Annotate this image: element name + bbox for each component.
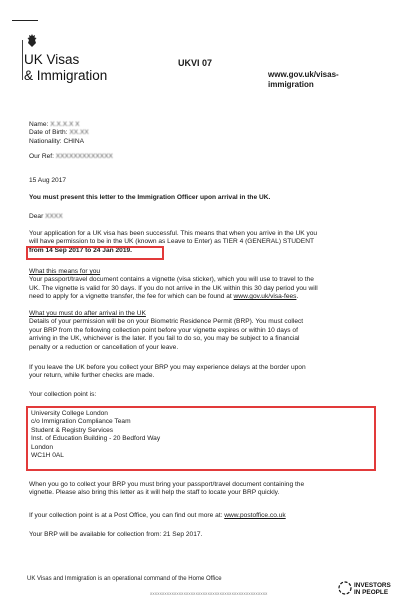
address-line: Student & Registry Services	[31, 426, 114, 434]
org-line-2: & Immigration	[24, 68, 108, 83]
meaning-heading: What this means for you	[29, 268, 101, 275]
validity-highlight-box	[26, 246, 164, 260]
brp-available-line: Your BRP will be available for collection from: 21 Sep 2017.	[29, 531, 203, 538]
salutation	[29, 213, 63, 221]
letter-date: 15 Aug 2017	[29, 177, 67, 184]
leave-line-1: If you leave the UK before you collect your BRP you may experience delays at the border upon	[29, 364, 306, 371]
dob-value-redacted: XX.XX	[69, 129, 89, 137]
after-arrival-line-3: arriving in the UK, whichever is the later. If you fail to do so, you may be subject to a financial	[29, 335, 300, 343]
organisation-name	[24, 52, 107, 84]
collect-paragraph	[29, 481, 304, 498]
after-arrival-line-1: Details of your permission will be on your Biometric Residence Permit (BRP). You must collect	[29, 318, 304, 326]
meaning-line-3: need to apply for a vignette transfer, the fee for which can be found at www.gov.uk/visa-fees.	[29, 293, 299, 301]
name-value-redacted: X.X.X.X X	[50, 121, 80, 128]
nationality-label: Nationality:	[29, 137, 62, 145]
address-line: London	[31, 443, 54, 451]
after-arrival-line-2: your BRP from the following collection point before your vignette expires or within 10 days of	[29, 326, 298, 334]
meaning-line-1: Your passport/travel document contains a vignette (visa sticker), which you will use to travel to the	[29, 276, 314, 284]
form-code: UKVI 07	[178, 58, 213, 68]
address-line: c/o Immigration Compliance Team	[31, 418, 131, 426]
address-line: Inst. of Education Building - 20 Bedford Way	[31, 435, 161, 443]
header-vertical-rule	[22, 40, 23, 80]
footer-text: UK Visas and Immigration is an operational command of the Home Office	[27, 576, 222, 582]
royal-crest-icon	[26, 34, 38, 48]
leave-paragraph	[29, 364, 306, 381]
website-line-2: immigration	[268, 79, 314, 89]
leave-line-2: your return, while further checks are made.	[29, 372, 155, 380]
visa-fees-link[interactable]: www.gov.uk/visa-fees	[233, 293, 297, 301]
address-line: WC1H 0AL	[31, 452, 64, 460]
footer-fine-print: XXXXXXXXXXXXXXXXXXXXXXXXXXXXXXXXXXXXXXXXXXXXXXXXX	[150, 592, 268, 596]
applicant-details	[29, 121, 89, 146]
approval-line-1: Your application for a UK visa has been successful. This means that when you arrive in the UK you	[29, 230, 318, 237]
post-office-link[interactable]: www.postoffice.co.uk	[224, 512, 286, 519]
approval-validity-dates: from 14 Sep 2017 to 24 Jan 2019.	[29, 246, 132, 254]
instruction-line: You must present this letter to the Immigration Officer upon arrival in the UK.	[29, 194, 271, 201]
address-line: University College London	[31, 410, 108, 417]
nationality-value: CHINA	[63, 137, 84, 145]
salutation-label: Dear	[29, 213, 44, 220]
header-rule	[12, 20, 38, 21]
name-label: Name:	[29, 121, 49, 128]
ref-label: Our Ref:	[29, 153, 54, 160]
approval-line-2: will have permission to be in the UK (known as Leave to Enter) as TIER 4 (GENERAL) STUDENT	[29, 238, 314, 246]
org-line-1: UK Visas	[24, 52, 80, 67]
salutation-name-redacted: XXXX	[45, 213, 63, 220]
investors-in-people-logo-icon	[338, 581, 352, 595]
post-office-paragraph: If your collection point is at a Post Office, you can find out more at: www.postoffice.co.uk	[29, 512, 286, 519]
after-arrival-line-4: penalty or a reduction or cancellation of your leave.	[29, 343, 179, 351]
ref-value-redacted: XXXXXXXXXXXXX	[55, 153, 113, 160]
investors-in-people-text: INVESTORS IN PEOPLE	[354, 582, 391, 596]
website	[268, 70, 339, 89]
dob-label: Date of Birth:	[29, 129, 68, 137]
collect-line-1: When you go to collect your BRP you must bring your passport/travel document containing the	[29, 481, 305, 488]
investors-in-people-badge	[338, 581, 391, 599]
meaning-line-2: UK. The vignette is valid for 30 days. If you do not arrive in the UK within this 30 day period you will	[29, 284, 318, 292]
our-ref	[29, 153, 113, 161]
collection-address	[31, 410, 160, 460]
collect-line-2: vignette. Please also bring this letter as it will help the staff to locate your BRP quickly.	[29, 489, 280, 497]
website-line-1: www.gov.uk/visas-	[268, 70, 339, 79]
after-arrival-heading: What you must do after arrival in the UK	[29, 310, 146, 317]
section-after-arrival	[29, 310, 303, 352]
section-meaning	[29, 268, 318, 302]
collection-point-label: Your collection point is:	[29, 391, 97, 398]
